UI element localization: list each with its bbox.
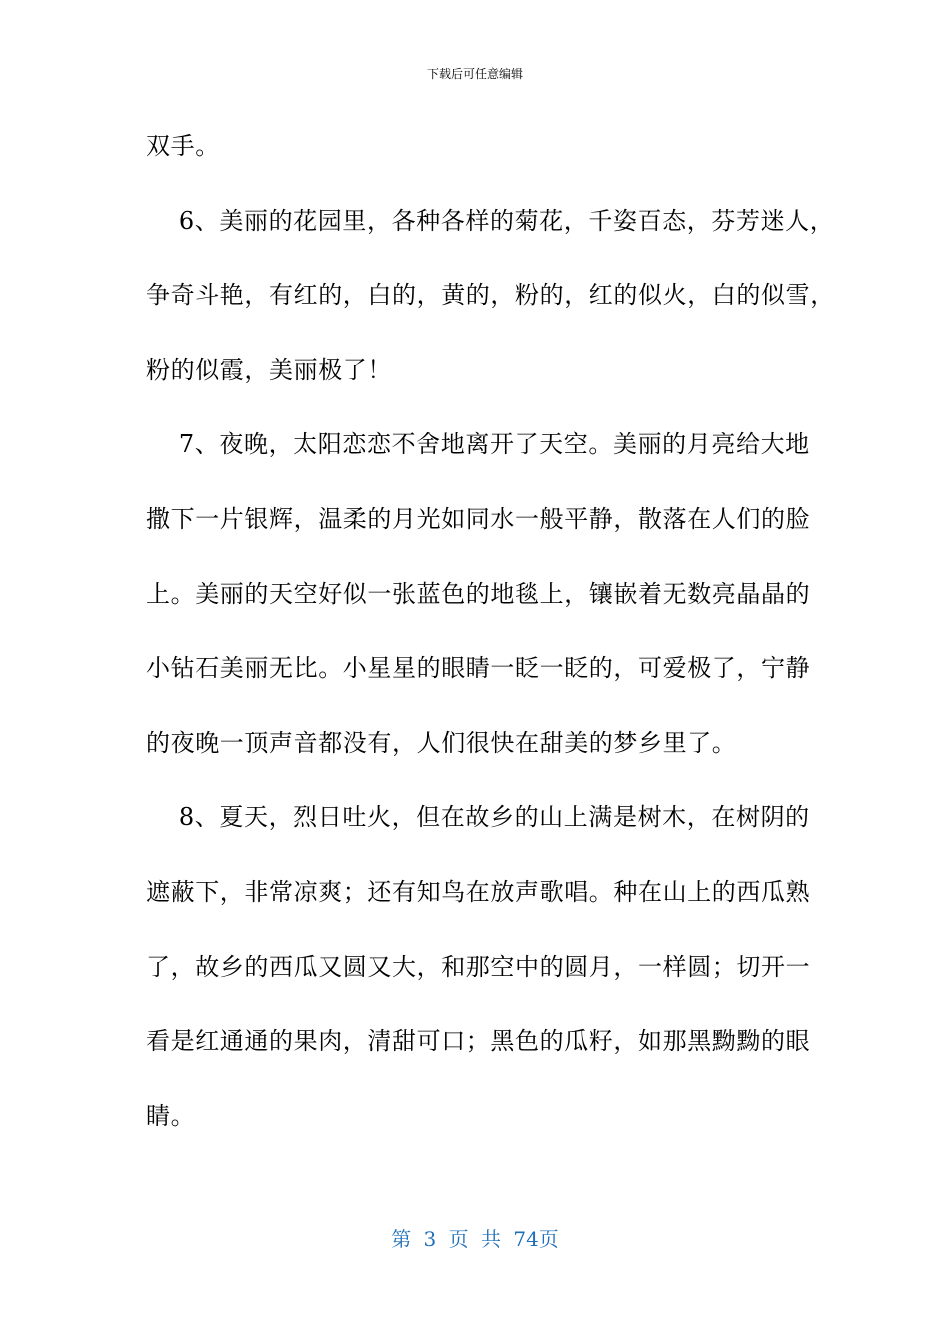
text-line: 看是红通通的果肉，清甜可口；黑色的瓜籽，如那黑黝黝的眼	[146, 1027, 811, 1056]
text-line: 的夜晚一顶声音都没有，人们很快在甜美的梦乡里了。	[146, 728, 737, 757]
text-line: 双手。	[146, 132, 220, 160]
text-line: 争奇斗艳，有红的，白的，黄的，粉的，红的似火，白的似雪，	[146, 281, 835, 310]
text-line: 遮蔽下，非常凉爽；还有知鸟在放声歌唱。种在山上的西瓜熟	[146, 877, 811, 906]
text-line: 8、夏天，烈日吐火，但在故乡的山上满是树木，在树阴的	[146, 803, 810, 832]
text-line: 上。美丽的天空好似一张蓝色的地毯上，镶嵌着无数亮晶晶的	[146, 579, 811, 608]
text-line: 了，故乡的西瓜又圆又大，和那空中的圆月，一样圆；切开一	[146, 952, 811, 981]
text-line: 7、夜晚，太阳恋恋不舍地离开了天空。美丽的月亮给大地	[146, 430, 810, 459]
page-footer: 第 3 页 共 74页	[391, 1227, 559, 1251]
text-line: 撒下一片银辉，温柔的月光如同水一般平静，散落在人们的脸	[146, 504, 811, 533]
text-line: 6、美丽的花园里，各种各样的菊花，千姿百态，芬芳迷人，	[146, 206, 835, 235]
page-header: 下载后可任意编辑	[426, 67, 523, 81]
text-line: 睛。	[146, 1101, 196, 1130]
text-line: 粉的似霞，美丽极了！	[146, 355, 392, 384]
text-line: 小钻石美丽无比。小星星的眼睛一眨一眨的，可爱极了，宁静	[146, 654, 811, 683]
document-body	[146, 128, 835, 1172]
